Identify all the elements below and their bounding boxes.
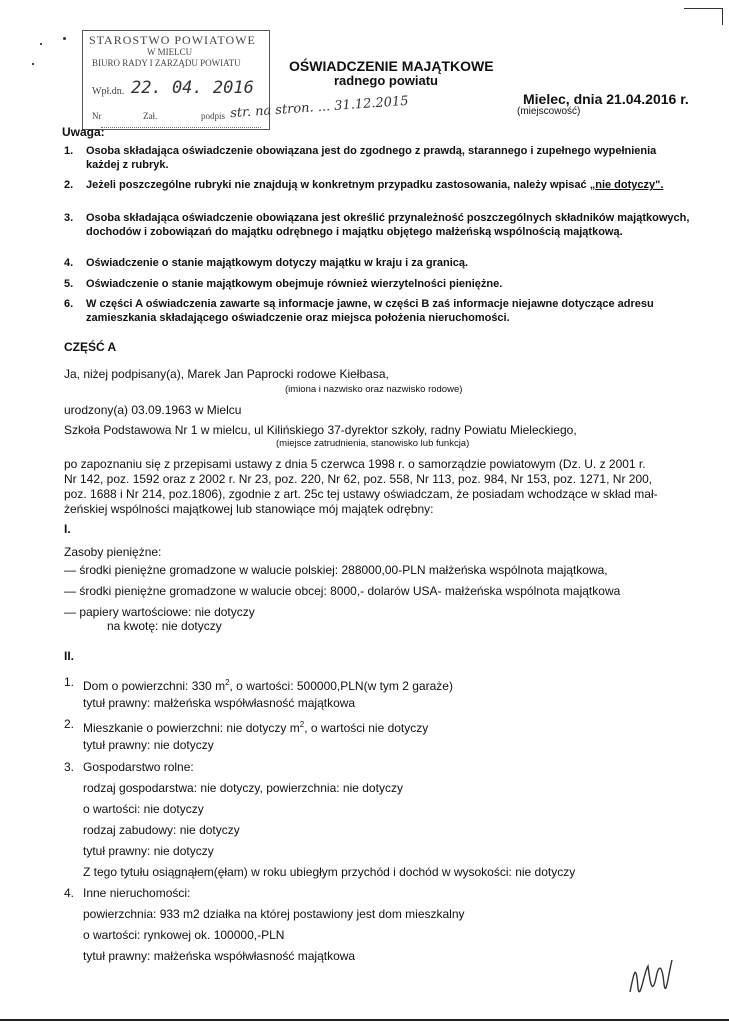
cash-pln: — środki pieniężne gromadzone w walucie polskiej: 288000,00-PLN małżeńska wspólnota majątkowa, [64, 563, 608, 577]
notes-label: Uwaga: [62, 125, 105, 139]
note-number: 4. [64, 257, 74, 269]
farm-number: 3. [64, 760, 75, 774]
farm-heading: Gospodarstwo rolne: [83, 760, 194, 774]
farm-value: o wartości: nie dotyczy [83, 802, 204, 816]
legal-line-1: po zapoznaniu się z przepisami ustawy z dnia 5 czerwca 1998 r. o samorządzie powiatowym (Dz. U. z 2001 r. [64, 457, 646, 471]
other-heading: Inne nieruchomości: [83, 886, 191, 900]
note-number: 1. [64, 145, 74, 157]
stamp-zal-label: Zał. [143, 111, 158, 121]
stamp-received-label: Wpł.dn. [92, 86, 125, 97]
securities-line: — papiery wartościowe: nie dotyczy [64, 605, 255, 619]
page-bottom-rule [0, 1019, 729, 1021]
note-item [64, 297, 692, 325]
note-text: Osoba składająca oświadczenie obowiązana jest określić przynależność poszczególnych składników majątkowych, dochodów i zobowiązań do majątku odrębnego i majątku objętego małżeńską wspólnością majątkową. [86, 212, 690, 238]
place-caption: (miejscowość) [517, 106, 581, 117]
note-item [64, 144, 692, 172]
part-a-heading: CZĘŚĆ A [64, 340, 117, 354]
farm-title: tytuł prawny: nie dotyczy [83, 844, 214, 858]
note-number: 3. [64, 212, 74, 224]
document-title: OŚWIADCZENIE MAJĄTKOWE [289, 58, 494, 74]
note-text: Oświadczenie o stanie majątkowym obejmuje również wierzytelności pieniężne. [86, 278, 503, 290]
place-date: Mielec, dnia 21.04.2016 r. [523, 91, 689, 107]
note-text: W części A oświadczenia zawarte są informacje jawne, w części B zaś informacje niejawne dotyczące adresu zamieszkania składającego oświadczenie oraz miejsca położenia nieruchomości. [86, 298, 654, 324]
initials-signature [622, 952, 682, 1012]
employment-line: Szkoła Podstawowa Nr 1 w mielcu, ul Kilińskiego 37-dyrektor szkoły, radny Powiatu Mieleckiego, [64, 423, 577, 437]
section-ii-heading: II. [64, 649, 75, 663]
stamp-office: STAROSTWO POWIATOWE [89, 33, 256, 47]
house-line: Dom o powierzchni: 330 $m^2$, o wartości: 500000,PLN(w tym 2 garaże) [83, 678, 453, 693]
scan-dot [32, 63, 34, 65]
stamp-city: W MIELCU [147, 47, 193, 57]
cash-foreign: — środki pieniężne gromadzone w walucie obcej: 8000,- dolarów USA- małżeńska wspólnota majątkowa [64, 584, 621, 598]
note-text: Oświadczenie o stanie majątkowym dotyczy majątku w kraju i za granicą. [86, 257, 469, 269]
section-i-heading: I. [64, 522, 71, 536]
stamp-dept: BIURO RADY I ZARZĄDU POWIATU [92, 58, 241, 68]
securities-amount: na kwotę: nie dotyczy [107, 619, 222, 633]
declarant-caption: (imiona i nazwisko oraz nazwisko rodowe) [285, 384, 463, 395]
house-number: 1. [64, 675, 75, 689]
note-quote: „nie dotyczy". [589, 179, 664, 191]
stamp-received-date: 22. 04. 2016 [131, 78, 254, 98]
scan-dot [63, 37, 66, 40]
other-title: tytuł prawny: małżeńska współwłasność majątkowa [83, 949, 356, 963]
legal-line-4: żeńskiej wspólności majątkowej lub stanowiące mój majątek odrębny: [64, 502, 434, 516]
note-text: Jeżeli poszczególne rubryki nie znajdują w konkretnym przypadku zastosowania, należy wpisać [86, 179, 587, 191]
cash-heading: Zasoby pieniężne: [64, 545, 162, 559]
other-area: powierzchnia: 933 m2 działka na której postawiony jest dom mieszkalny [83, 907, 465, 921]
legal-line-2: Nr 142, poz. 1592 oraz z 2002 r. Nr 23, poz. 220, Nr 62, poz. 558, Nr 113, poz. 984, Nr 153, poz. 1271, Nr 200, [64, 472, 653, 486]
note-item [64, 178, 692, 192]
flat-number: 2. [64, 717, 75, 731]
document-subtitle: radnego powiatu [334, 73, 438, 88]
note-text: Osoba składająca oświadczenie obowiązana jest do zgodnego z prawdą, starannego i zupełnego wypełnienia każdej z rubryk. [86, 145, 657, 171]
handwritten-note: str. na stron. ... 31.12.2015 [229, 93, 410, 122]
declarant-line: Ja, niżej podpisany(a), Marek Jan Paprocki rodowe Kiełbasa, [64, 367, 389, 381]
employment-caption: (miejsce zatrudnienia, stanowisko lub funkcja) [276, 438, 470, 449]
stamp-nr-label: Nr [92, 111, 102, 121]
legal-line-3: poz. 1688 i Nr 214, poz.1806), zgodnie z art. 25c tej ustawy oświadczam, że posiadam wchodzące w skład mał- [64, 487, 658, 501]
note-number: 2. [64, 179, 74, 191]
farm-income: Z tego tytułu osiągnąłem(ęłam) w roku ubiegłym przychód i dochód w wysokości: nie dotyczy [83, 865, 576, 879]
note-item [64, 277, 692, 291]
scan-mark-corner [684, 8, 723, 25]
stamp-podpis-label: podpis [201, 111, 226, 121]
born-line: urodzony(a) 03.09.1963 w Mielcu [64, 403, 242, 417]
farm-buildings: rodzaj zabudowy: nie dotyczy [83, 823, 240, 837]
note-number: 6. [64, 298, 74, 310]
note-item [64, 256, 692, 270]
stamp-dotted-line [101, 127, 261, 128]
flat-title: tytuł prawny: nie dotyczy [83, 738, 214, 752]
house-title: tytuł prawny: małżeńska współwłasność majątkowa [83, 696, 356, 710]
farm-type: rodzaj gospodarstwa: nie dotyczy, powierzchnia: nie dotyczy [83, 781, 403, 795]
flat-line: Mieszkanie o powierzchni: nie dotyczy $m^2$, o wartości nie dotyczy [83, 720, 429, 735]
note-number: 5. [64, 278, 74, 290]
scan-dot [40, 43, 42, 45]
other-number: 4. [64, 886, 75, 900]
note-item [64, 211, 692, 239]
other-value: o wartości: rynkowej ok. 100000,-PLN [83, 928, 285, 942]
